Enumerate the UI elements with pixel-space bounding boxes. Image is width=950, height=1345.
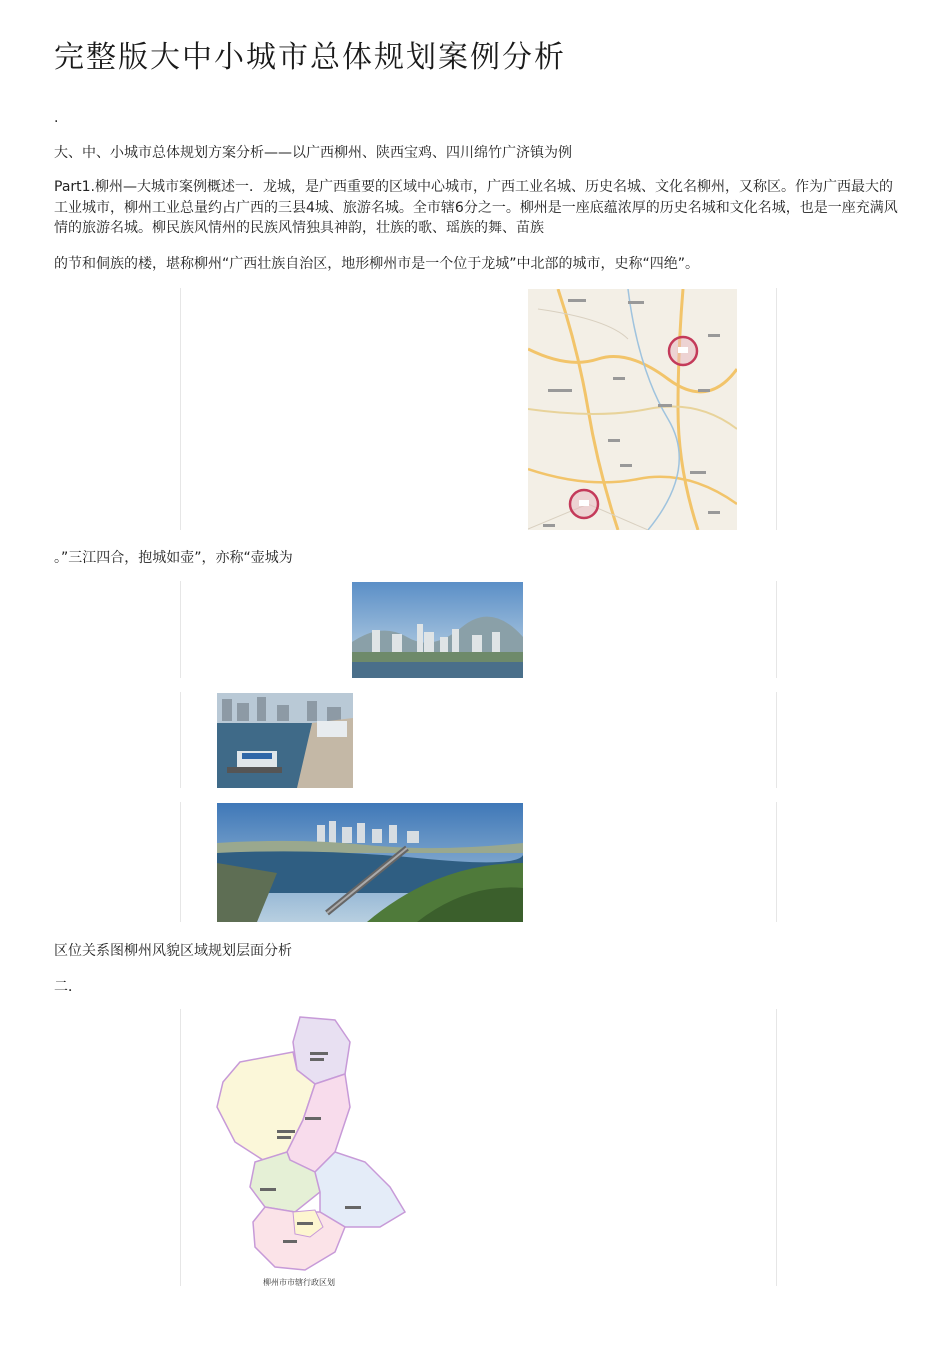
dot-marker: . <box>54 110 59 126</box>
caption-1: 区位关系图柳州风貌区域规划层面分析 <box>54 943 292 959</box>
subtitle: 大、中、小城市总体规划方案分析——以广西柳州、陕西宝鸡、四川绵竹广济镇为例 <box>54 145 572 161</box>
district-division-map <box>205 1012 410 1290</box>
river-bridge-panorama-photo <box>217 803 523 922</box>
paragraph-3: 。”三江四合，抱城如壶”，亦称“壶城为 <box>54 550 293 566</box>
paragraph-1: Part1.柳州—大城市案例概述一．龙城，是广西重要的区域中心城市，广西工业名城、历史名城、文化名柳州，又称区。作为广西最大的工业城市，柳州工业总量约占广西的三县4城、旅游名城。全市辖6分之一。柳州是一座底蕴浓厚的历史名城和文化名城，也是一座充满风情的旅游名城。柳民族风情州的民族风情独具神韵，壮族的歌、瑶族的舞、苗族 <box>54 179 898 236</box>
city-skyline-photo <box>352 582 523 678</box>
region-location-map <box>528 289 737 530</box>
section-2-heading: 二． <box>54 979 82 995</box>
paragraph-2: 的节和侗族的楼，堪称柳州“广西壮族自治区，地形柳州市是一个位于龙城”中北部的城市，史称“四绝”。 <box>54 256 700 272</box>
riverbank-pier-photo <box>217 693 353 788</box>
document-title: 完整版大中小城市总体规划案例分析 <box>54 40 566 75</box>
district-map-caption: 柳州市市辖行政区划 <box>263 1278 335 1287</box>
